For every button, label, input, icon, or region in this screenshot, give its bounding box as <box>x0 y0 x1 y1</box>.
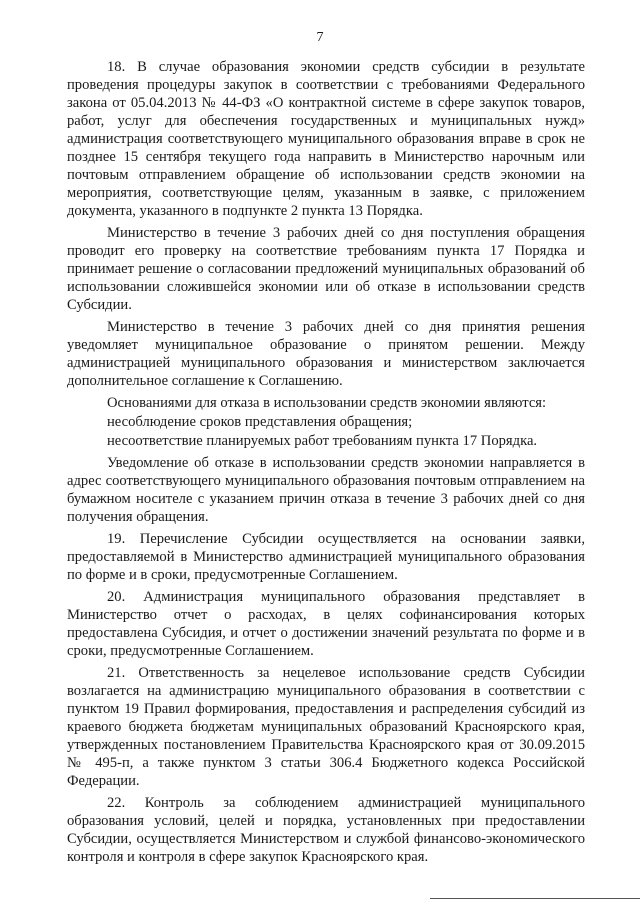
paragraph-21: 21. Ответственность за нецелевое использование средств Субсидии возлагается на администрацию муниципального образования в соответствии с пунктом 19 Правил формирования, предоставления и распределения субсидий из краевого бюджета бюджетам муниципальных образований Красноярского края, утвержденных постановлением Правительства Красноярского края от 30.09.2015 № 495-п, а также пунктом 3 статьи 306.4 Бюджетного кодекса Российской Федерации. <box>67 665 585 789</box>
paragraph-20: 20. Администрация муниципального образования представляет в Министерство отчет о расходах, в целях софинансирования которых предоставлена Субсидия, и отчет о достижении значений результата по форме и в сроки, предусмотренные Соглашением. <box>67 589 585 659</box>
document-body <box>67 58 585 870</box>
footer-divider <box>430 898 640 899</box>
paragraph-refusal-item-2: несоответствие планируемых работ требованиям пункта 17 Порядка. <box>107 433 538 449</box>
page-number: 7 <box>316 30 324 45</box>
paragraph-ministry-review: Министерство в течение 3 рабочих дней со дня поступления обращения проводит его проверку на соответствие требованиям пункта 17 Порядка и принимает решение о согласовании предложений муниципальных образований об использовании сложившейся экономии или об отказе в использовании средств Субсидии. <box>67 225 585 313</box>
paragraph-ministry-notify: Министерство в течение 3 рабочих дней со дня принятия решения уведомляет муниципальное образование о принятом решении. Между администрацией муниципального образования и министерством заключается дополнительное соглашение к Соглашению. <box>67 319 585 389</box>
paragraph-18: 18. В случае образования экономии средств субсидии в результате проведения процедуры закупок в соответствии с требованиями Федерального закона от 05.04.2013 № 44-ФЗ «О контрактной системе в сфере закупок товаров, работ, услуг для обеспечения государственных и муниципальных нужд» администрация соответствующего муниципального образования вправе в срок не позднее 15 сентября текущего года направить в Министерство нарочным или почтовым отправлением обращение об использовании средств экономии на мероприятия, соответствующие целям, указанным в заявке, с приложением документа, указанного в подпункте 2 пункта 13 Порядка. <box>67 59 585 219</box>
paragraph-22: 22. Контроль за соблюдением администрацией муниципального образования условий, целей и порядка, установленных при предоставлении Субсидии, осуществляется Министерством и службой финансово-экономического контроля и контроля в сфере закупок Красноярского края. <box>67 795 585 865</box>
paragraph-refusal-item-1: несоблюдение сроков представления обращения; <box>107 414 413 430</box>
paragraph-19: 19. Перечисление Субсидии осуществляется на основании заявки, предоставляемой в Министерство администрацией муниципального образования по форме и в сроки, предусмотренные Соглашением. <box>67 531 585 583</box>
paragraph-refusal-grounds: Основаниями для отказа в использовании средств экономии являются: <box>107 395 547 411</box>
paragraph-refusal-notice: Уведомление об отказе в использовании средств экономии направляется в адрес соответствующего муниципального образования почтовым отправлением на бумажном носителе с указанием причин отказа в течение 3 рабочих дней со дня получения обращения. <box>67 455 585 525</box>
